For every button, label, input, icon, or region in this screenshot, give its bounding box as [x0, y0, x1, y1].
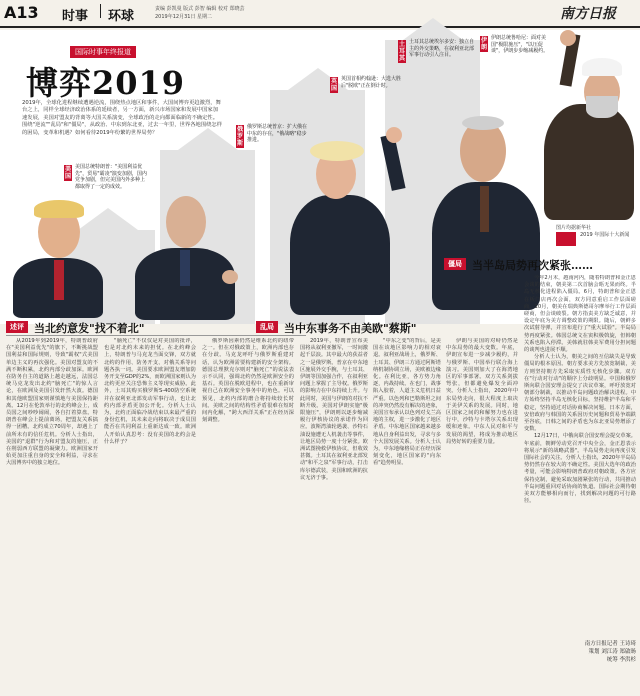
feature-intro: 2019年，全球化进程继续遭遇逆流，围绕热点地区和事件，大国间博弈更趋激烈，舞台之上，同样全球经济政治体系的延续者，另一方面，新兴市场国家和发展中国家加速发展，美国对盟友的背离等大国关系演变，全球政治的走向都面临新的不确定性。围绕"逆流""乱局"和"僵局"，从政治、中东到东北亚，过去一年里，世界各地围绕怎样的困局，变革和机遇？如何看待2019年纷繁的世界局势？ — [22, 100, 223, 136]
newspaper-masthead: 南方日报 — [560, 6, 616, 22]
article-column: 从2019年到2019年，特朗普政府在"美国利益优先"的旗下，不断挑战盟国利益和国际规则，导致"霸权"式美国单边主义的再次强化。美国对盟友的不满不断积累，北约内部分歧加深。欧洲在防务自主的道路上越走越远，法国总统马克龙发出北约"脑死亡"的惊人言论，在欧洲及美国引发轩然大波。德国和其他欧盟国家则谨慎地与美国保持距离。12月在伦敦举行的北约峰会上，成员国之间吵吵闹闹，各自打着算盘。特朗普在峰会上提前离场，把盟友关系搞得一团糟。北约成立70周年，却遇上了前所未有的信任危机。分析人士指出，美国的"退群"行为和对盟友的施压，正在削弱西方联盟的凝聚力。欧洲国家开始更加注重自身的安全和利益，寻求在大国博弈中的独立地位。 — [6, 338, 98, 467]
leader-note: 美国总统特朗普："美国利益优先"，贸易"霸凌"演变加剧，国内党争加剧，但完美国内外多种上都取得了一定的成效。 — [75, 164, 147, 190]
article-headline: 当中东事务不由美欧"蔡斯" — [284, 322, 417, 335]
article-label: 述评 — [6, 321, 28, 333]
arrow-up-icon — [403, 18, 463, 40]
section-divider — [100, 4, 101, 18]
article-header-mideast — [256, 320, 456, 334]
photo-johnson — [290, 135, 410, 315]
feature-title: 博弈2019 — [26, 64, 186, 102]
country-badge: 英国 — [330, 78, 337, 92]
article-header-peninsula — [444, 257, 640, 271]
topten-logo — [556, 232, 576, 246]
page-header — [0, 0, 640, 26]
photo-credit: 图片均据新华社 — [556, 225, 592, 231]
country-badge: 伊朗 — [480, 37, 487, 51]
country-badge: 美国 — [64, 166, 71, 180]
leader-note: 土耳其总统埃尔多安：独立自主的外交策略，在叙利亚北部军事行动引人注目。 — [409, 39, 475, 58]
feature-kicker: 国际时事年终报道 — [70, 46, 136, 58]
leader-note: 伊朗总统鲁哈尼：面对美国"极限施压"，"以压促谈"，伊朗步步缩减履约。 — [491, 35, 549, 54]
article-rule — [6, 335, 306, 336]
subsection-name: 环球 — [108, 9, 135, 24]
article-byline: 南方日报记者 王诗琦 策划 刘江涛 郑啟旸 统筹 李洪杉 — [584, 641, 636, 663]
arrow-up-icon — [288, 68, 348, 90]
photo-rouhani — [540, 30, 640, 220]
article-label: 乱局 — [256, 321, 278, 333]
page-number: A13 — [4, 3, 39, 22]
article-column: "中东之变"的背后，是美国在该地区影响力的相对衰退。叙利亚战场上，俄罗斯、土耳其、伊朗三方通过阿斯塔纳机制协调立场，美欧被边缘化。在利比亚，各方势力角逐，内战持续。在也门，战事陷入胶着，人道主义危机日益严重。以色列和巴勒斯坦之间的冲突仍然没有解决的迹象，美国宣布承认以色列对戈兰高地的主权，进一步激化了地区矛盾。中东地区国家越来越多地从自身利益出发，寻求与多个大国发展关系。分析人士认为，中东地缘格局正在经历深刻变化，地区国家的"向东看"趋势明显。 — [373, 338, 441, 467]
section-name: 时事 — [62, 9, 89, 24]
article-column: 今年2月末，越南河内，随着特朗普和金正恩会谈的结束，朝美第二次首脑会晤无果而终。半岛无核化进程陷入僵局。6月，特朗普和金正恩在板门店再次会面，双方同意重启工作层面磋商。10月，朝美在瑞典斯德哥尔摩举行工作层面磋商，但会谈破裂。朝方指责美方缺乏诚意，并设定年底为美方调整政策的期限。随后，朝鲜多次试射导弹，并宣布进行了"重大试验"。半岛局势再度紧张。韩国总统文在寅积极斡旋，但韩朝关系也陷入停滞。美韩就驻韩美军费用分担问题的谈判也进展不顺。 分析人士认为，朝美之间的互信缺失是导致僵局的根本原因。朝方要求美方先放宽制裁，美方则坚持朝方先采取实质性无核化步骤。双方在"行动对行动"的顺序上分歧明显。中国和俄罗斯向联合国安理会提交了决议草案，呼吁放宽对朝部分制裁，以推动半岛问题政治解决进程。中方始终坚持半岛无核化目标，坚持维护半岛和平稳定，坚持通过对话协商解决问题。日本方面，安倍政府与韩国的关系因历史问题和贸易争端跌至谷底，日韩之间的矛盾也为东北亚局势增添了变数。 12月17日，中俄向联合国安理会提交草案。年底前，朝鲜劳动党召开中央全会，金正恩表示将展示"新的战略武器"。半岛局势走向再度引发国际社会的关注。分析人士指出，2020年半岛局势仍然存在较大的不确定性。美国大选年的政治考量，可能会影响特朗普政府对朝政策。各方应保持克制，避免采取加剧紧张的行动，共同推动半岛问题重回对话协商的轨道。国际社会期待朝美双方能够相向而行，找到解决问题的可行路径。 — [524, 275, 636, 505]
header-rule — [0, 26, 640, 28]
topten-caption: 2019 年国际十大新闻 — [580, 232, 630, 238]
article-column: 2019年，特朗普宣布美国将从叙利亚撤军，一时间激起千层浪。其中最大的获益者之一是俄罗斯。普京在中东地区施展外交手腕，与土耳其、伊朗等国加强合作，在叙利亚问题上掌握了主导权。俄罗斯的影响力在中东持续上升。与此同时，美国与伊朗的对抗不断升级。美国对伊朗实施"极限施压"，伊朗则以逐步缩减履行伊核协议的承诺作为回应。波斯湾油轮遇袭、沙特石油设施遭无人机袭击等事件，让地区局势一度十分紧张。欧洲试图挽救伊核协议，但收效甚微。土耳其在叙利亚北部发动"和平之泉"军事行动，打击库尔德武装，美国和欧洲的抗议无济于事。 — [300, 338, 368, 481]
article-header-nato — [6, 320, 216, 334]
photo-trump — [8, 198, 108, 318]
leader-note: 俄罗斯总统普京：扩大俄在中东的存在，"俄战略"稳步推进。 — [247, 124, 308, 143]
country-badge: 俄罗斯 — [236, 126, 243, 147]
country-badge: 土耳其 — [398, 41, 405, 62]
editor-credits: 责编 彭凯曼 版式 彭智 编辑 校对 郑晓芸 — [155, 6, 245, 12]
article-headline: 当北约意发"找不着北" — [34, 322, 145, 335]
photo-putin — [130, 190, 245, 320]
article-label: 僵局 — [444, 258, 466, 270]
article-column: 俄罗斯因素仍然是维系北约的纽带之一。但在对俄政策上，欧洲内部也存在分歧。马克龙呼吁与俄罗斯重建对话，认为欧洲需要构建新的安全架构。德国总理默克尔则对"脑死亡"的说法表示不认同，强调北约仍然是欧洲安全的基石。英国在脱欧进程中，也在重新审视自己在欧洲安全事务中的角色。可以预见，北约内部的磨合将持续较长时间。美欧之间的结构性矛盾很难在短时间内化解，"跨大西洋关系"正在经历深刻调整。 — [202, 338, 294, 424]
issue-date: 2019年12月31日 星期二 — [155, 14, 213, 20]
article-column: "脑死亡"不仅仅是对美国的批评，也是对北约未来的担忧。在北约峰会上，特朗普与马克龙当面交锋，双方就北约的作用、防务开支、对俄关系等问题各执一词。美国要求欧洲盟友增加防务开支至GDP的2%，而欧洲国家则认为北约更应关注恐怖主义等现实威胁。此外，土耳其购买俄罗斯S-400防空系统并在叙利亚北部发动军事行动，也让北约内部矛盾更加公开化。分析人士认为，北约正面临冷战结束以来最严重的身份危机，其未来走向将取决于成员国能否在共同利益上重新达成一致。欧洲人开始认真思考：没有美国的北约会是什么样子？ — [104, 338, 196, 445]
article-column: 伊朗与美国的对峙仍然是中东局势的最大变数。年底，伊朗宣布进一步减少履约，并与俄罗斯、中国举行联合海上演习。美国则加大了在海湾地区的军事部署。双方关系剑拔弩张，但都避免爆发全面冲突。分析人士指出，2020年中东局势走向，很大程度上取决于美伊关系的发展。同时，地区国家之间的和解努力也在进行中，沙特与卡塔尔关系出现缓和迹象。中东人民对和平与发展的渴望，将成为推动地区局势好转的重要力量。 — [446, 338, 518, 445]
article-headline: 当半岛局势再次紧张…… — [472, 259, 593, 272]
leader-note: 英国首相约翰逊：大选大胜后"脱欧"正在倒计时。 — [341, 76, 402, 89]
